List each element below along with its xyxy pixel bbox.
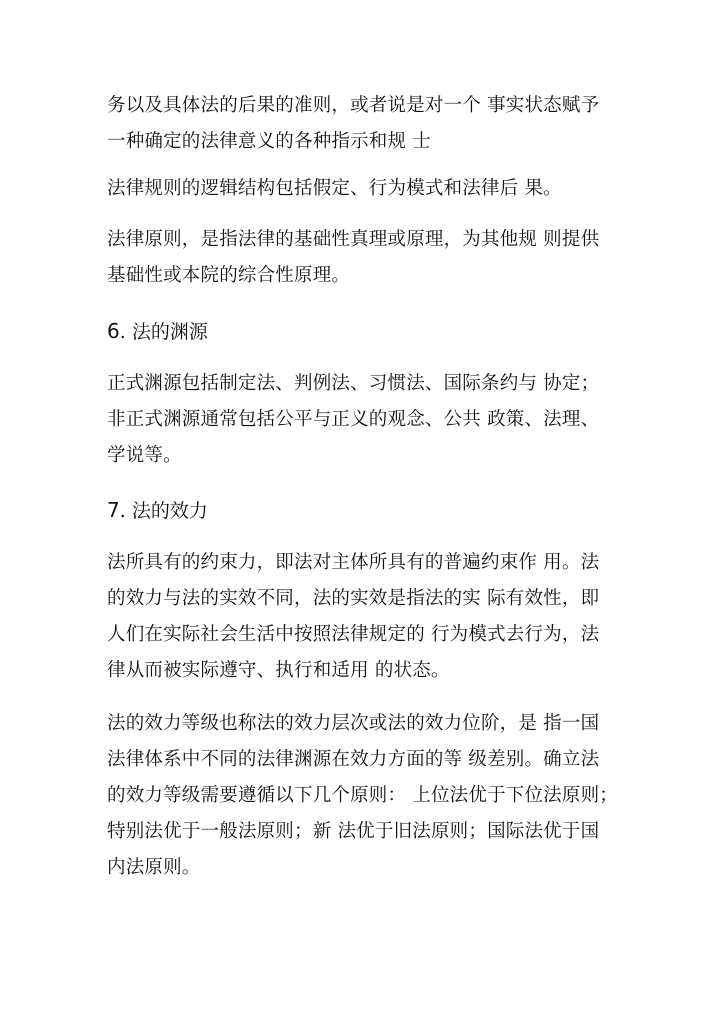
text-line: 法律规则的逻辑结构包括假定、行为模式和法律后 果。 — [107, 178, 562, 199]
text-line: 的效力等级需要遵循以下几个原则： 上位法优于下位法原则； — [107, 785, 618, 806]
text-line: 非正式渊源通常包括公平与正义的观念、公共 政策、法理、 — [107, 409, 600, 430]
text-line: 法所具有的约束力，即法对主体所具有的普遍约束作 用。法 — [107, 552, 600, 573]
text-line: 法律体系中不同的法律渊源在效力方面的等 级差别。确立法 — [107, 749, 600, 770]
text-line: 的效力与法的实效不同，法的实效是指法的实 际有效性，即 — [107, 588, 600, 609]
text-line: 法的效力等级也称法的效力层次或法的效力位阶，是 指一国 — [107, 713, 600, 734]
paragraph-hierarchy-of-validity — [107, 706, 618, 886]
text-line: 一种确定的法律意义的各种指示和规 士 — [107, 131, 431, 152]
text-line: 学说等。 — [107, 445, 182, 466]
text-line: 正式渊源包括制定法、判例法、习惯法、国际条约与 协定； — [107, 373, 600, 394]
section-title: . 法的效力 — [119, 500, 208, 522]
text-line: 人们在实际社会生活中按照法律规定的 行为模式去行为，法 — [107, 624, 600, 645]
text-line: 内法原则。 — [107, 857, 201, 878]
text-line: 基础性或本院的综合性原理。 — [107, 265, 351, 286]
text-line: 法律原则，是指法律的基础性真理或原理，为其他规 则提供 — [107, 229, 600, 250]
section-heading-7 — [107, 495, 612, 526]
section-title: . 法的渊源 — [119, 321, 208, 343]
paragraph-rule-structure — [107, 171, 612, 207]
text-line: 律从而被实际遵守、执行和适用 的状态。 — [107, 660, 450, 681]
paragraph-binding-force — [107, 545, 612, 689]
section-number: 7 — [107, 498, 120, 522]
section-heading-6 — [107, 316, 612, 347]
text-line: 务以及具体法的后果的准则，或者说是对一个 事实状态赋予 — [107, 95, 600, 116]
paragraph-legal-principle — [107, 222, 612, 294]
paragraph-sources-of-law — [107, 366, 612, 474]
section-number: 6 — [107, 319, 120, 343]
paragraph-rule-definition — [107, 88, 612, 160]
text-line: 特别法优于一般法原则；新 法优于旧法原则；国际法优于国 — [107, 821, 600, 842]
